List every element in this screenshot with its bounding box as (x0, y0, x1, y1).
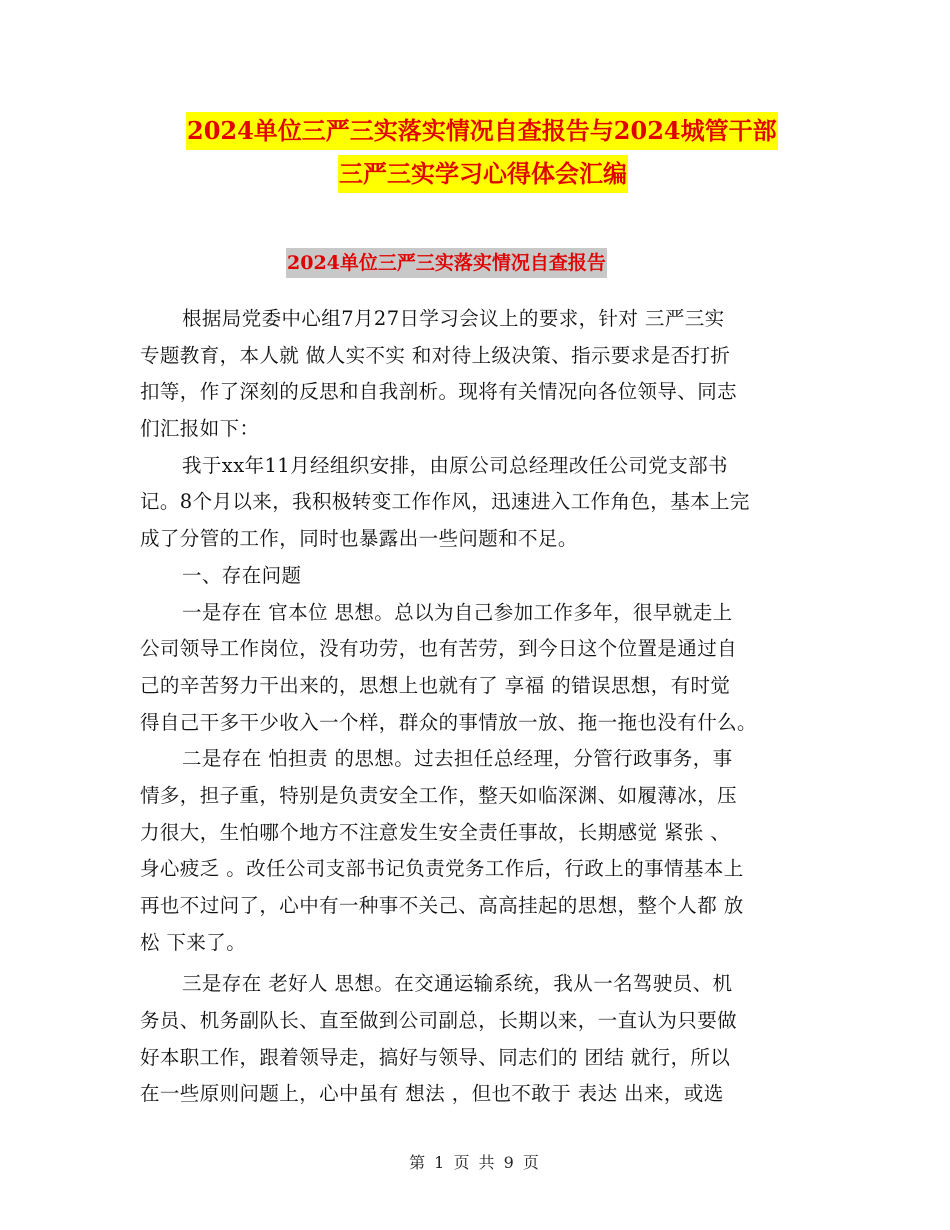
text-line: 情多，担子重，特别是负责安全工作，整天如临深渊、如履薄冰，压 (140, 783, 738, 807)
text-line: 好本职工作，跟着领导走，搞好与领导、同志们的 团结 就行，所以 (140, 1045, 731, 1069)
text-line: 成了分管的工作，同时也暴露出一些问题和不足。 (140, 527, 578, 551)
text-line: 专题教育，本人就 做人实不实 和对待上级决策、指示要求是否打折 (140, 343, 731, 367)
text-line: 一是存在 官本位 思想。总以为自己参加工作多年，很早就走上 (182, 600, 733, 624)
text-line: 身心疲乏 。改任公司支部书记负责党务工作后，行政上的事情基本上 (140, 857, 744, 881)
text-line: 二是存在 怕担责 的思想。过去担任总经理，分管行政事务，事 (182, 747, 733, 771)
text-line: 公司领导工作岗位，没有功劳，也有苦劳，到今日这个位置是通过自 (140, 637, 738, 661)
text-line: 在一些原则问题上，心中虽有 想法 ，但也不敢于 表达 出来，或选 (140, 1082, 724, 1106)
text-line: 力很大，生怕哪个地方不注意发生安全责任事故，长期感觉 紧张 、 (140, 820, 731, 844)
section-heading: 2024单位三严三实落实情况自查报告 (286, 248, 607, 278)
text-line: 一、存在问题 (182, 563, 302, 587)
title-line-1: 2024单位三严三实落实情况自查报告与2024城管干部 (186, 112, 778, 150)
text-line: 务员、机务副队长、直至做到公司副总，长期以来，一直认为只要做 (140, 1009, 738, 1033)
text-line: 记。8个月以来，我积极转变工作作风，迅速进入工作角色，基本上完 (140, 490, 750, 514)
text-line: 再也不过问了，心中有一种事不关己、高高挂起的思想，整个人都 放 (140, 894, 744, 917)
body-text (140, 301, 820, 1113)
text-line: 根据局党委中心组7月27日学习会议上的要求，针对 三严三实 (182, 307, 725, 330)
title-line-2: 三严三实学习心得体会汇编 (338, 155, 628, 193)
text-line: 己的辛苦努力干出来的，思想上也就有了 享福 的错误思想，有时觉 (140, 673, 731, 697)
text-line: 松 下来了。 (140, 930, 247, 954)
text-line: 得自己干多干少收入一个样，群众的事情放一放、拖一拖也没有什么。 (140, 710, 757, 734)
text-line: 扣等，作了深刻的反思和自我剖析。现将有关情况向各位领导、同志 (140, 380, 738, 404)
text-line: 三是存在 老好人 思想。在交通运输系统，我从一名驾驶员、机 (182, 972, 733, 996)
page-footer: 第 1 页 共 9 页 (409, 1153, 541, 1172)
text-line: 我于xx年11月经组织安排，由原公司总经理改任公司党支部书 (182, 453, 728, 477)
text-line: 们汇报如下： (140, 417, 260, 441)
